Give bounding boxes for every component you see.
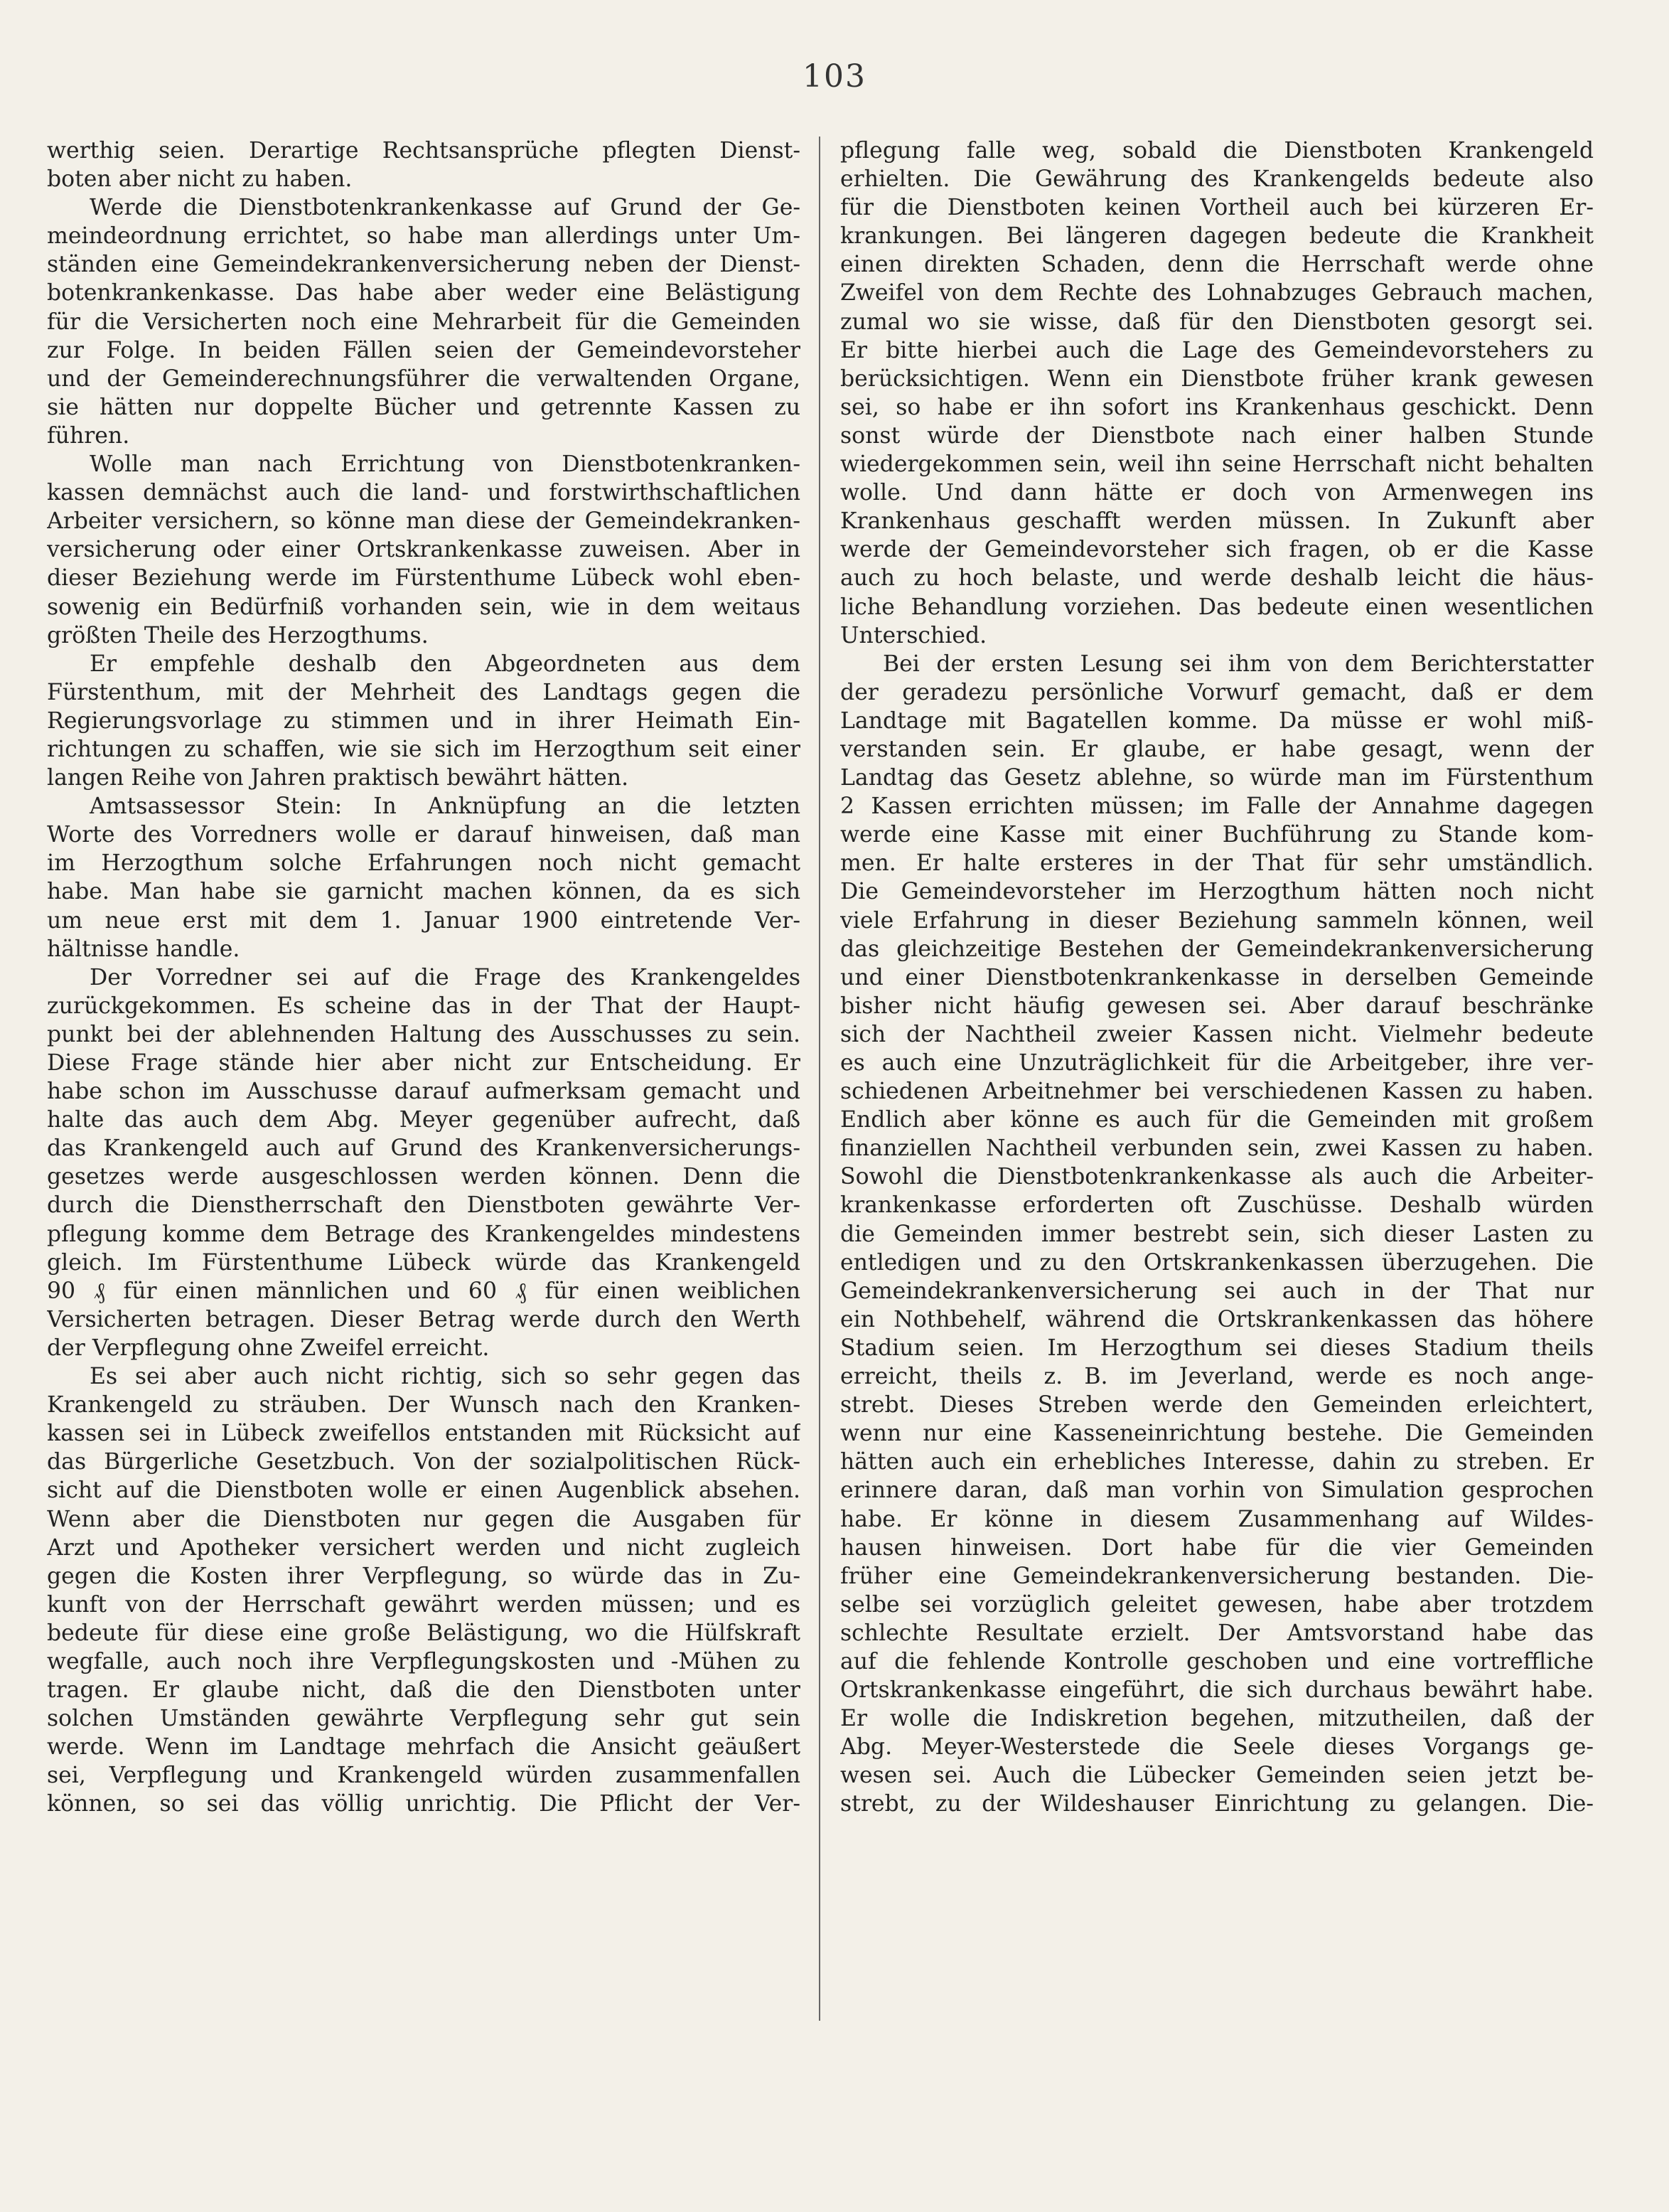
text-line: erreicht, theils z. B. im Jeverland, werde es noch ange- <box>840 1364 1594 1390</box>
text-line: Worte des Vorredners wolle er darauf hinweisen, daß man <box>47 822 800 848</box>
text-line: tragen. Er glaube nicht, daß die den Dienstboten unter <box>47 1677 800 1704</box>
text-line: schiedenen Arbeitnehmer bei verschiedenen Kassen zu haben. <box>840 1079 1594 1105</box>
text-line: botenkrankenkasse. Das habe aber weder eine Belästigung <box>47 280 800 306</box>
text-line: führen. <box>47 422 130 449</box>
text-line: pflegung komme dem Betrage des Krankengeldes mindestens <box>47 1221 800 1247</box>
text-line: die Gemeinden immer bestrebt sein, sich dieser Lasten zu <box>840 1221 1594 1247</box>
text-line: wenn nur eine Kasseneinrichtung bestehe. Die Gemeinden <box>840 1421 1594 1447</box>
text-line: Landtag das Gesetz ablehne, so würde man im Fürstenthum <box>840 765 1594 791</box>
text-line: ein Nothbehelf, während die Ortskrankenkassen das höhere <box>840 1306 1594 1332</box>
text-line: früher eine Gemeindekrankenversicherung bestanden. Die- <box>840 1563 1594 1589</box>
text-line: das Krankengeld auch auf Grund des Krankenversicherungs- <box>47 1136 800 1162</box>
text-line: werthig seien. Derartige Rechtsansprüche pflegten Dienst- <box>47 138 800 164</box>
text-line: Landtage mit Bagatellen komme. Da müsse er wohl miß- <box>840 707 1594 734</box>
text-line: Wolle man nach Errichtung von Dienstbotenkranken- <box>90 452 800 478</box>
text-line: sich der Nachtheil zweier Kassen nicht. Vielmehr bedeute <box>840 1021 1594 1047</box>
text-line: richtungen zu schaffen, wie sie sich im Herzogthum seit einer <box>47 736 800 762</box>
text-line: erhielten. Die Gewährung des Krankengelds bedeute also <box>840 166 1594 193</box>
text-line: berücksichtigen. Wenn ein Dienstbote früher krank gewesen <box>840 365 1594 392</box>
text-line: meindeordnung errichtet, so habe man allerdings unter Um- <box>47 223 800 250</box>
text-line: selbe sei vorzüglich geleitet gewesen, habe aber trotzdem <box>840 1591 1594 1618</box>
text-line: Wenn aber die Dienstboten nur gegen die Ausgaben für <box>47 1506 800 1532</box>
text-line: habe schon im Ausschusse darauf aufmerksam gemacht und <box>47 1079 800 1105</box>
text-line: Endlich aber könne es auch für die Gemeinden mit großem <box>840 1107 1594 1133</box>
text-line: verstanden sein. Er glaube, er habe gesagt, wenn der <box>840 736 1594 762</box>
text-line: sowenig ein Bedürfniß vorhanden sein, wie in dem weitaus <box>47 594 800 620</box>
text-line: schlechte Resultate erzielt. Der Amtsvorstand habe das <box>840 1620 1594 1646</box>
text-line: sonst würde der Dienstbote nach einer halben Stunde <box>840 422 1594 449</box>
text-line: krankenkasse erforderten oft Zuschüsse. Deshalb würden <box>840 1192 1594 1219</box>
text-line: Er wolle die Indiskretion begehen, mitzutheilen, daß der <box>840 1706 1594 1732</box>
text-line: zur Folge. In beiden Fällen seien der Gemeindevorsteher <box>47 337 800 363</box>
page-number: 103 <box>803 58 866 95</box>
text-line: wiedergekommen sein, weil ihn seine Herrschaft nicht behalten <box>840 452 1594 478</box>
text-line: Krankenhaus geschafft werden müssen. In Zukunft aber <box>840 508 1594 535</box>
text-line: Arzt und Apotheker versichert werden und nicht zugleich <box>47 1534 800 1561</box>
text-line: Stadium seien. Im Herzogthum sei dieses Stadium theils <box>840 1335 1594 1361</box>
text-line: Bei der ersten Lesung sei ihm von dem Berichterstatter <box>883 651 1594 677</box>
text-line: entledigen und zu den Ortskrankenkassen überzugehen. Die <box>840 1249 1594 1276</box>
text-line: hätten auch ein erhebliches Interesse, dahin zu streben. Er <box>840 1449 1594 1475</box>
text-line: hausen hinweisen. Dort habe für die vier Gemeinden <box>840 1534 1594 1561</box>
text-line: Es sei aber auch nicht richtig, sich so sehr gegen das <box>90 1364 800 1390</box>
text-line: Die Gemeindevorsteher im Herzogthum hätten noch nicht <box>840 879 1594 905</box>
text-line: erinnere daran, daß man vorhin von Simulation gesprochen <box>840 1478 1594 1504</box>
text-line: zurückgekommen. Es scheine das in der That der Haupt- <box>47 993 800 1019</box>
text-line: werde der Gemeindevorsteher sich fragen, ob er die Kasse <box>840 537 1594 563</box>
text-line: Gemeindekrankenversicherung sei auch in der That nur <box>840 1278 1594 1304</box>
text-line: pflegung falle weg, sobald die Dienstboten Krankengeld <box>840 138 1594 164</box>
text-line: 2 Kassen errichten müssen; im Falle der Annahme dagegen <box>840 794 1594 820</box>
text-line: es auch eine Unzuträglichkeit für die Arbeitgeber, ihre ver- <box>840 1050 1594 1076</box>
text-line: punkt bei der ablehnenden Haltung des Ausschusses zu sein. <box>47 1021 800 1047</box>
text-line: wesen sei. Auch die Lübecker Gemeinden seien jetzt be- <box>840 1763 1594 1789</box>
text-line: versicherung oder einer Ortskrankenkasse zuweisen. Aber in <box>47 537 800 563</box>
text-line: bisher nicht häufig gewesen sei. Aber darauf beschränke <box>840 993 1594 1019</box>
text-line: auch zu hoch belaste, und werde deshalb leicht die häus- <box>840 565 1594 592</box>
text-line: durch die Dienstherrschaft den Dienstboten gewährte Ver- <box>47 1192 800 1219</box>
text-line: Zweifel von dem Rechte des Lohnabzuges Gebrauch machen, <box>840 280 1594 306</box>
text-line: habe. Er könne in diesem Zusammenhang auf Wildes- <box>840 1506 1594 1532</box>
text-line: Arbeiter versichern, so könne man diese der Gemeindekranken- <box>47 508 800 535</box>
text-line: strebt. Dieses Streben werde den Gemeinden erleichtert, <box>840 1392 1594 1418</box>
text-line: dieser Beziehung werde im Fürstenthume Lübeck wohl eben- <box>47 565 800 592</box>
text-line: Abg. Meyer-Westerstede die Seele dieses Vorgangs ge- <box>840 1734 1594 1760</box>
text-line: auf die fehlende Kontrolle geschoben und eine vortreffliche <box>840 1648 1594 1674</box>
text-line: viele Erfahrung in dieser Beziehung sammeln können, weil <box>840 907 1594 934</box>
text-line: liche Behandlung vorziehen. Das bedeute einen wesentlichen <box>840 594 1594 620</box>
text-line: krankungen. Bei längeren dagegen bedeute die Krankheit <box>840 223 1594 250</box>
text-line: Ortskrankenkasse eingeführt, die sich durchaus bewährt habe. <box>840 1677 1594 1704</box>
text-line: Diese Frage stände hier aber nicht zur Entscheidung. Er <box>47 1050 800 1076</box>
text-line: gleich. Im Fürstenthume Lübeck würde das Krankengeld <box>47 1249 800 1276</box>
text-line: Sowohl die Dienstbotenkrankenkasse als auch die Arbeiter- <box>840 1164 1594 1190</box>
text-line: um neue erst mit dem 1. Januar 1900 eintretende Ver- <box>47 907 800 934</box>
text-line: halte das auch dem Abg. Meyer gegenüber aufrecht, daß <box>47 1107 800 1133</box>
text-line: und einer Dienstbotenkrankenkasse in derselben Gemeinde <box>840 964 1594 990</box>
text-line: Regierungsvorlage zu stimmen und in ihrer Heimath Ein- <box>47 707 800 734</box>
text-line: das Bürgerliche Gesetzbuch. Von der sozialpolitischen Rück- <box>47 1449 800 1475</box>
text-line: Amtsassessor Stein: In Anknüpfung an die letzten <box>90 794 800 820</box>
text-line: für die Dienstboten keinen Vortheil auch bei kürzeren Er- <box>840 195 1594 221</box>
text-line: 90 ₰ für einen männlichen und 60 ₰ für einen weiblichen <box>47 1278 800 1304</box>
text-line: sicht auf die Dienstboten wolle er einen Augenblick absehen. <box>47 1478 800 1504</box>
text-line: habe. Man habe sie garnicht machen können, da es sich <box>47 879 800 905</box>
text-line: Versicherten betragen. Dieser Betrag werde durch den Werth <box>47 1306 800 1332</box>
text-line: Fürstenthum, mit der Mehrheit des Landtags gegen die <box>47 679 800 705</box>
text-line: werde eine Kasse mit einer Buchführung zu Stande kom- <box>840 822 1594 848</box>
text-line: hältnisse handle. <box>47 936 240 962</box>
text-line: wegfalle, auch noch ihre Verpflegungskosten und -Mühen zu <box>47 1648 800 1674</box>
text-line: gegen die Kosten ihrer Verpflegung, so würde das in Zu- <box>47 1563 800 1589</box>
text-line: im Herzogthum solche Erfahrungen noch nicht gemacht <box>47 850 800 877</box>
text-line: Er bitte hierbei auch die Lage des Gemeindevorstehers zu <box>840 337 1594 363</box>
text-line: Der Vorredner sei auf die Frage des Krankengeldes <box>90 964 800 990</box>
text-line: Er empfehle deshalb den Abgeordneten aus dem <box>90 651 800 677</box>
text-line: ständen eine Gemeindekrankenversicherung neben der Dienst- <box>47 252 800 278</box>
text-line: für die Versicherten noch eine Mehrarbeit für die Gemeinden <box>47 309 800 335</box>
text-line: der geradezu persönliche Vorwurf gemacht, daß er dem <box>840 679 1594 705</box>
text-line: einen direkten Schaden, denn die Herrschaft werde ohne <box>840 252 1594 278</box>
text-line: sei, so habe er ihn sofort ins Krankenhaus geschickt. Denn <box>840 394 1594 420</box>
text-line: kassen sei in Lübeck zweifellos entstanden mit Rücksicht auf <box>47 1421 800 1447</box>
text-line: Krankengeld zu sträuben. Der Wunsch nach den Kranken- <box>47 1392 800 1418</box>
text-line: finanziellen Nachtheil verbunden sein, zwei Kassen zu haben. <box>840 1136 1594 1162</box>
text-line: wolle. Und dann hätte er doch von Armenwegen ins <box>840 480 1594 506</box>
text-line: bedeute für diese eine große Belästigung, wo die Hülfskraft <box>47 1620 800 1646</box>
right-text-column <box>840 137 1594 1819</box>
text-line: strebt, zu der Wildeshauser Einrichtung zu gelangen. Die- <box>840 1791 1594 1817</box>
text-line: sei, Verpflegung und Krankengeld würden zusammenfallen <box>47 1763 800 1789</box>
column-divider <box>819 137 820 2021</box>
text-line: boten aber nicht zu haben. <box>47 166 353 193</box>
text-line: kunft von der Herrschaft gewährt werden müssen; und es <box>47 1591 800 1618</box>
text-line: solchen Umständen gewährte Verpflegung sehr gut sein <box>47 1706 800 1732</box>
left-text-column <box>47 137 800 1819</box>
text-line: kassen demnächst auch die land- und forstwirthschaftlichen <box>47 480 800 506</box>
text-line: zumal wo sie wisse, daß für den Dienstboten gesorgt sei. <box>840 309 1594 335</box>
text-line: werde. Wenn im Landtage mehrfach die Ansicht geäußert <box>47 1734 800 1760</box>
text-line: Werde die Dienstbotenkrankenkasse auf Grund der Ge- <box>90 195 800 221</box>
text-line: das gleichzeitige Bestehen der Gemeindekrankenversicherung <box>840 936 1594 962</box>
text-line: können, so sei das völlig unrichtig. Die Pflicht der Ver- <box>47 1791 800 1817</box>
text-line: gesetzes werde ausgeschlossen werden können. Denn die <box>47 1164 800 1190</box>
text-line: langen Reihe von Jahren praktisch bewährt hätten. <box>47 765 629 791</box>
text-line: Unterschied. <box>840 622 987 648</box>
text-line: und der Gemeinderechnungsführer die verwaltenden Organe, <box>47 365 800 392</box>
text-line: men. Er halte ersteres in der That für sehr umständlich. <box>840 850 1594 877</box>
text-line: sie hätten nur doppelte Bücher und getrennte Kassen zu <box>47 394 800 420</box>
text-line: der Verpflegung ohne Zweifel erreicht. <box>47 1335 490 1361</box>
text-line: größten Theile des Herzogthums. <box>47 622 429 648</box>
